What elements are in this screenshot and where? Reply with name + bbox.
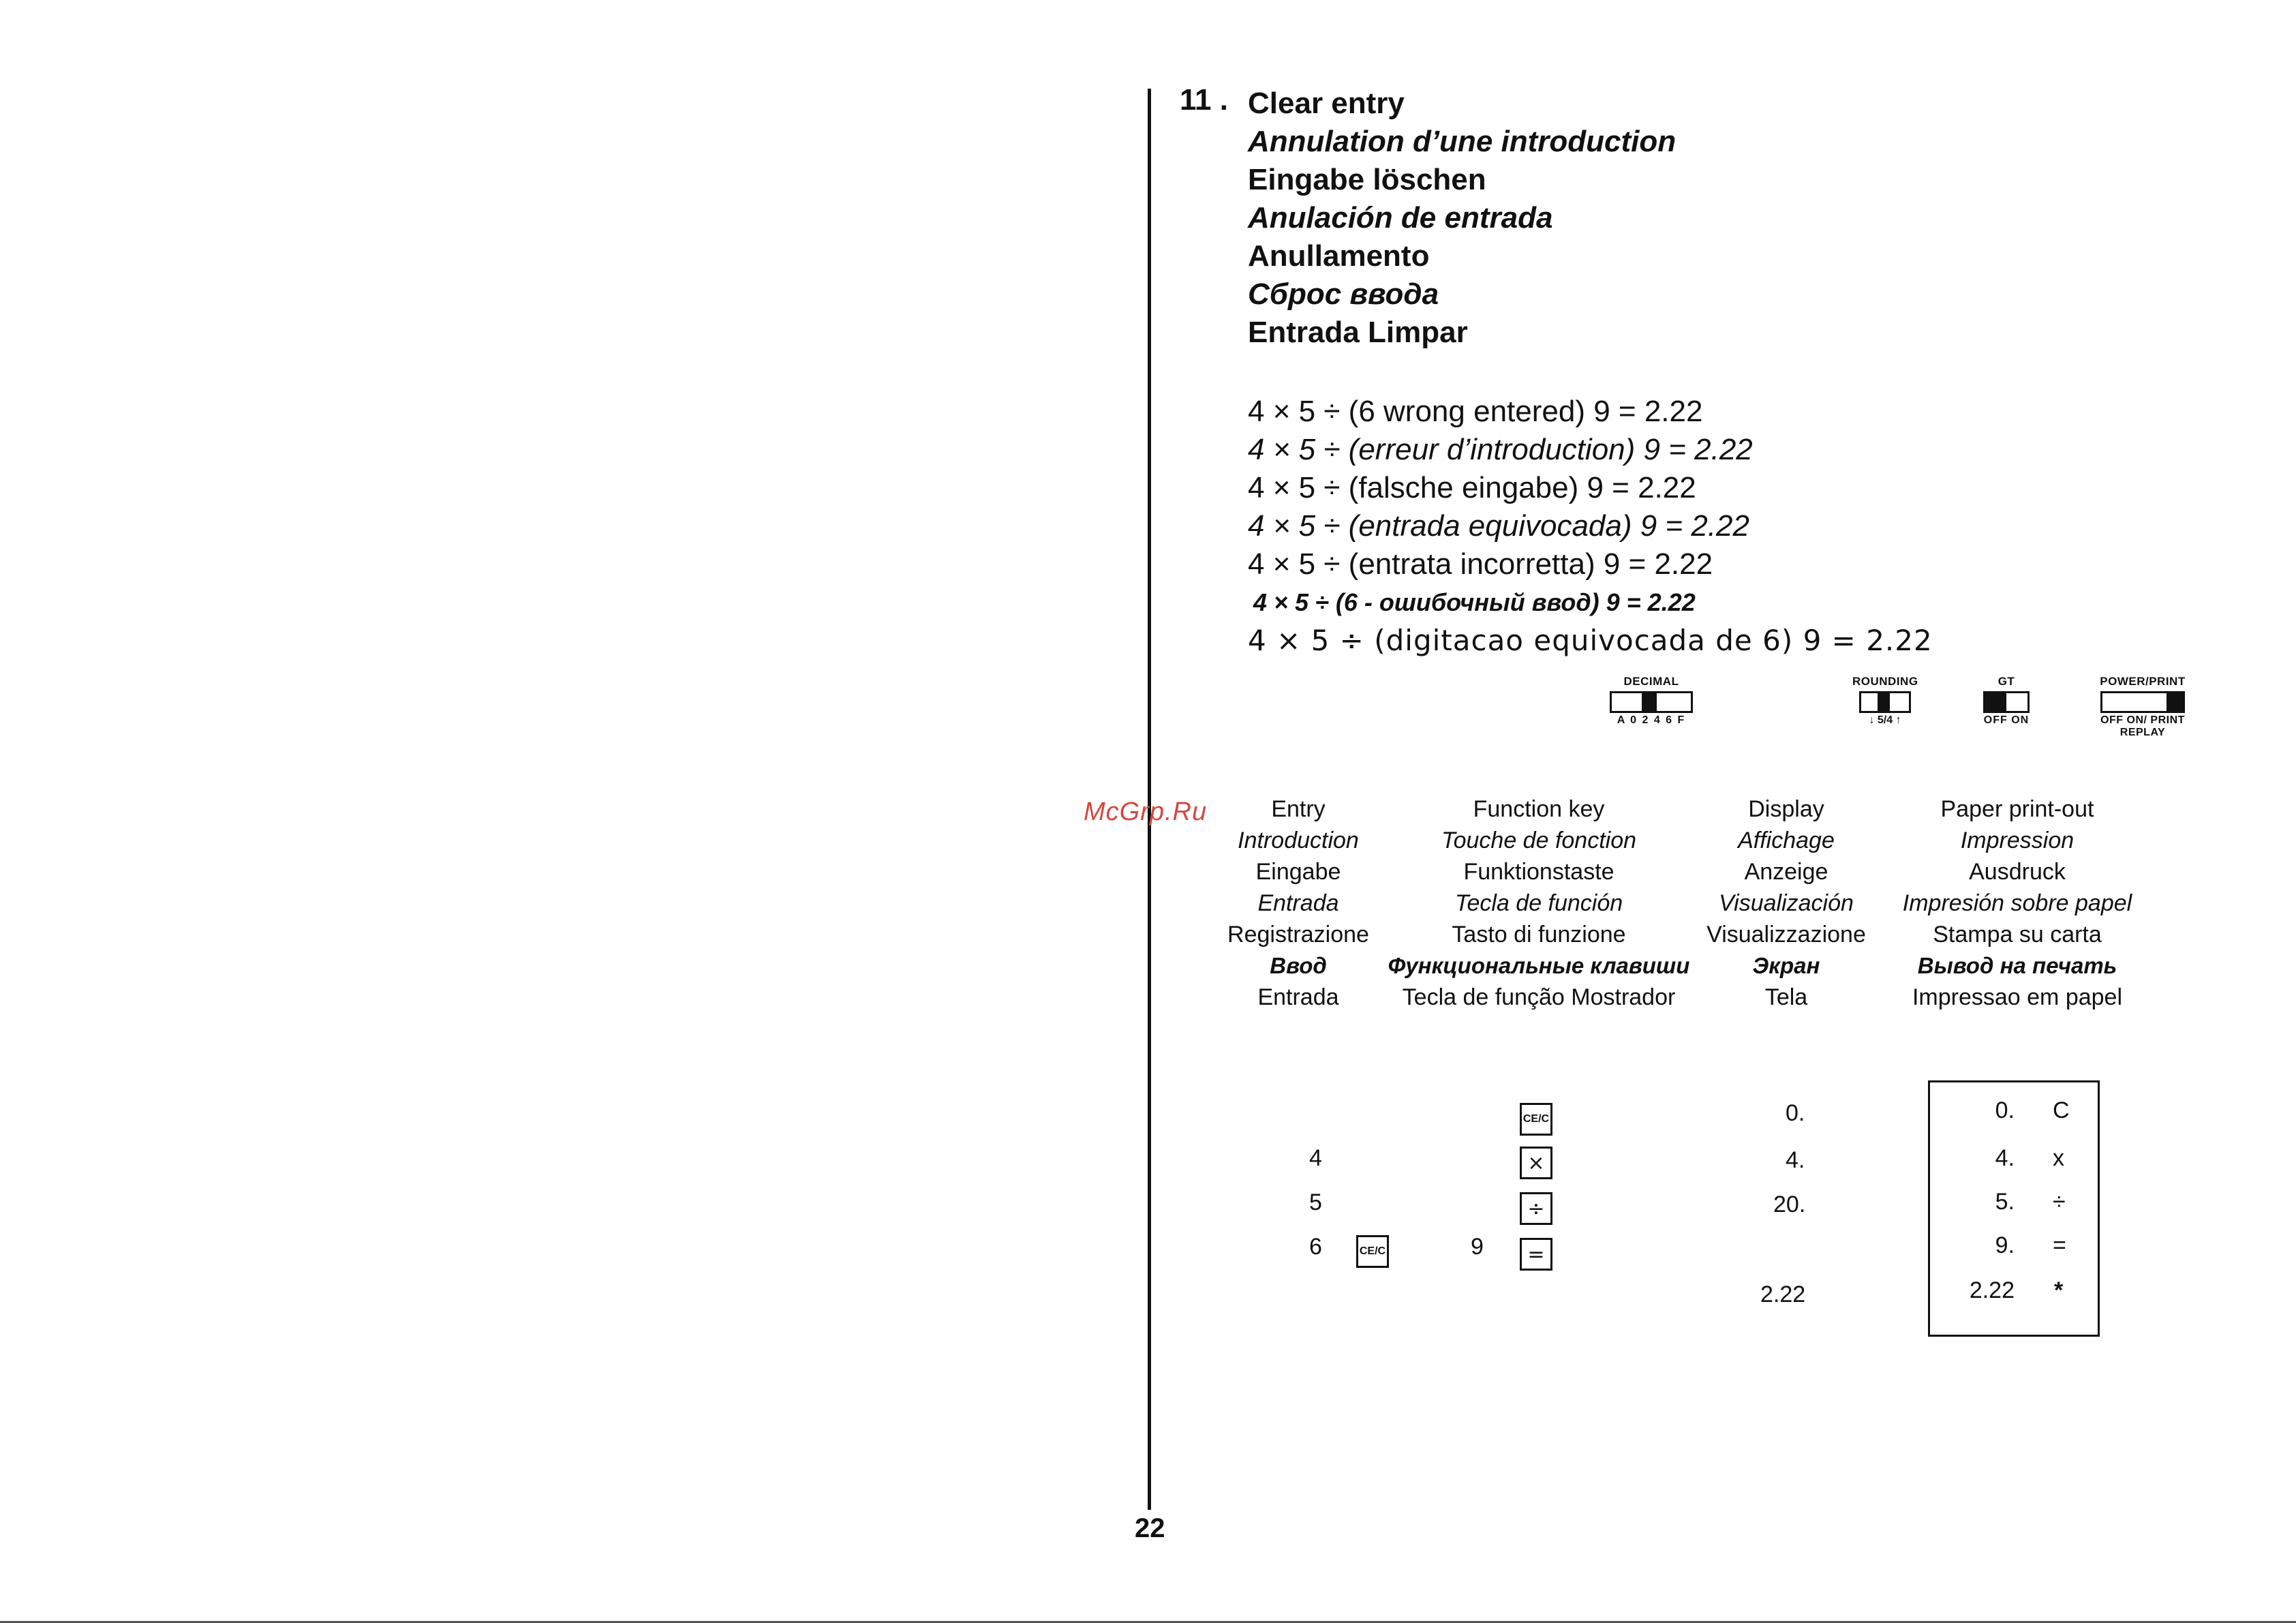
tape-symbol: x xyxy=(2053,1145,2064,1171)
display-header-ru: Экран xyxy=(1752,953,1820,978)
rounding-switch-title: ROUNDING xyxy=(1852,675,1918,688)
tape-symbol: ÷ xyxy=(2053,1189,2066,1215)
paper-header-de: Ausdruck xyxy=(1969,859,2066,885)
entry-value: 5 xyxy=(1309,1189,1322,1215)
equals-key: = xyxy=(1520,1238,1552,1271)
example-pt: 4 × 5 ÷ (digitacao equivocada de 6) 9 = 2.22 xyxy=(1248,624,1933,657)
ce-c-key: CE/C xyxy=(1520,1103,1552,1136)
function-key-header-ru: Функциональные клавиши xyxy=(1388,953,1690,978)
rounding-switch-knob xyxy=(1878,693,1890,711)
decimal-switch-knob xyxy=(1642,693,1657,711)
rounding-switch-slider xyxy=(1859,691,1911,713)
example-es: 4 × 5 ÷ (entrada equivocada) 9 = 2.22 xyxy=(1248,509,1749,543)
paper-tape xyxy=(1928,1080,2100,1337)
display-header-en: Display xyxy=(1748,796,1824,822)
decimal-switch xyxy=(1607,675,1696,727)
entry-value: 9 xyxy=(1471,1234,1484,1260)
heading-ru: Сброс ввода xyxy=(1248,277,1439,311)
heading-en: Clear entry xyxy=(1248,87,1405,120)
decimal-switch-slider xyxy=(1610,691,1693,713)
example-ru: 4 × 5 ÷ (6 - ошибочный ввод) 9 = 2.22 xyxy=(1253,588,1696,616)
gt-switch-slider xyxy=(1983,691,2030,713)
ce-c-key-inline: CE/C xyxy=(1356,1235,1389,1268)
entry-header-en: Entry xyxy=(1271,796,1326,822)
function-key-column-headers xyxy=(1382,793,1696,1013)
power-switch-labels: OFF ON/ PRINT xyxy=(2100,714,2185,726)
entry-header-de: Eingabe xyxy=(1255,859,1341,885)
paper-header-pt: Impressao em papel xyxy=(1912,984,2123,1010)
function-key-header-it: Tasto di funzione xyxy=(1452,922,1626,947)
display-header-es: Visualización xyxy=(1719,890,1854,916)
entry-header-pt: Entrada xyxy=(1257,984,1339,1010)
decimal-switch-title: DECIMAL xyxy=(1623,675,1679,688)
tape-value: 2.22 xyxy=(1969,1277,2015,1303)
tape-symbol: C xyxy=(2053,1097,2070,1123)
rounding-switch-labels xyxy=(1852,714,1918,727)
watermark: McGrp.Ru xyxy=(1084,798,1208,826)
tape-symbol: * xyxy=(2054,1277,2064,1303)
tape-value: 9. xyxy=(1995,1232,2015,1258)
example-fr: 4 × 5 ÷ (erreur d’introduction) 9 = 2.22 xyxy=(1248,433,1753,466)
power-switch-knob xyxy=(2167,693,2183,711)
paper-header-es: Impresión sobre papel xyxy=(1902,890,2132,916)
display-column-headers xyxy=(1697,793,1876,1013)
paper-header-fr: Impression xyxy=(1960,828,2075,853)
function-key-header-pt: Tecla de função Mostrador xyxy=(1402,984,1676,1010)
section-headings xyxy=(1248,85,1676,352)
round-down-arrow-icon: ↓ xyxy=(1869,714,1875,726)
example-lines xyxy=(1248,393,1933,660)
display-value: 20. xyxy=(1773,1192,1806,1217)
tape-value: 0. xyxy=(1995,1097,2015,1123)
gt-switch-labels: OFF ON xyxy=(1983,714,2030,726)
gt-switch xyxy=(1979,675,2034,727)
page-number: 22 xyxy=(1135,1513,1165,1543)
display-value: 4. xyxy=(1786,1147,1805,1173)
function-key-header-es: Tecla de función xyxy=(1454,890,1623,916)
tape-symbol: = xyxy=(2053,1232,2066,1258)
gt-switch-knob xyxy=(1985,693,2006,711)
paper-column-headers xyxy=(1888,793,2147,1013)
entry-value: 6 xyxy=(1309,1234,1322,1260)
heading-pt: Entrada Limpar xyxy=(1248,316,1468,349)
section-number: 11 . xyxy=(1180,83,1228,117)
example-de: 4 × 5 ÷ (falsche eingabe) 9 = 2.22 xyxy=(1248,471,1696,504)
entry-column-headers xyxy=(1199,793,1397,1013)
power-switch-slider xyxy=(2100,691,2185,713)
entry-header-fr: Introduction xyxy=(1238,828,1359,853)
entry-header-es: Entrada xyxy=(1257,890,1339,916)
power-switch-sublabel: REPLAY xyxy=(2119,727,2166,738)
display-header-fr: Affichage xyxy=(1738,828,1835,853)
power-switch-title: POWER/PRINT xyxy=(2100,675,2186,688)
gt-switch-title: GT xyxy=(1997,675,2015,688)
entry-header-it: Registrazione xyxy=(1227,922,1369,947)
example-it: 4 × 5 ÷ (entrata incorretta) 9 = 2.22 xyxy=(1248,547,1713,581)
tape-value: 4. xyxy=(1995,1145,2015,1171)
display-header-it: Visualizzazione xyxy=(1706,922,1866,947)
display-value: 0. xyxy=(1786,1100,1805,1126)
power-print-switch xyxy=(2088,675,2197,739)
paper-header-ru: Вывод на печать xyxy=(1917,953,2117,978)
example-en: 4 × 5 ÷ (6 wrong entered) 9 = 2.22 xyxy=(1248,395,1703,428)
function-key-header-en: Function key xyxy=(1473,796,1605,822)
decimal-switch-labels: A 0 2 4 6 F xyxy=(1617,714,1686,726)
display-value: 2.22 xyxy=(1760,1281,1806,1307)
heading-es: Anulación de entrada xyxy=(1248,201,1553,234)
entry-value: 4 xyxy=(1309,1145,1322,1171)
heading-de: Eingabe löschen xyxy=(1248,163,1486,196)
round-up-arrow-icon: ↑ xyxy=(1895,714,1901,726)
multiply-key: × xyxy=(1520,1147,1552,1179)
display-header-pt: Tela xyxy=(1764,984,1808,1010)
entry-header-ru: Ввод xyxy=(1270,953,1327,978)
rounding-switch xyxy=(1852,675,1918,727)
function-key-header-fr: Touche de fonction xyxy=(1441,828,1637,853)
heading-it: Anullamento xyxy=(1248,239,1430,273)
heading-fr: Annulation d’une introduction xyxy=(1248,125,1677,158)
rounding-switch-label: 5/4 xyxy=(1877,714,1893,726)
divide-key: ÷ xyxy=(1520,1192,1552,1225)
display-header-de: Anzeige xyxy=(1744,859,1828,885)
function-key-header-de: Funktionstaste xyxy=(1463,859,1614,885)
paper-header-it: Stampa su carta xyxy=(1933,922,2102,947)
paper-header-en: Paper print-out xyxy=(1940,796,2094,822)
tape-value: 5. xyxy=(1995,1189,2015,1215)
